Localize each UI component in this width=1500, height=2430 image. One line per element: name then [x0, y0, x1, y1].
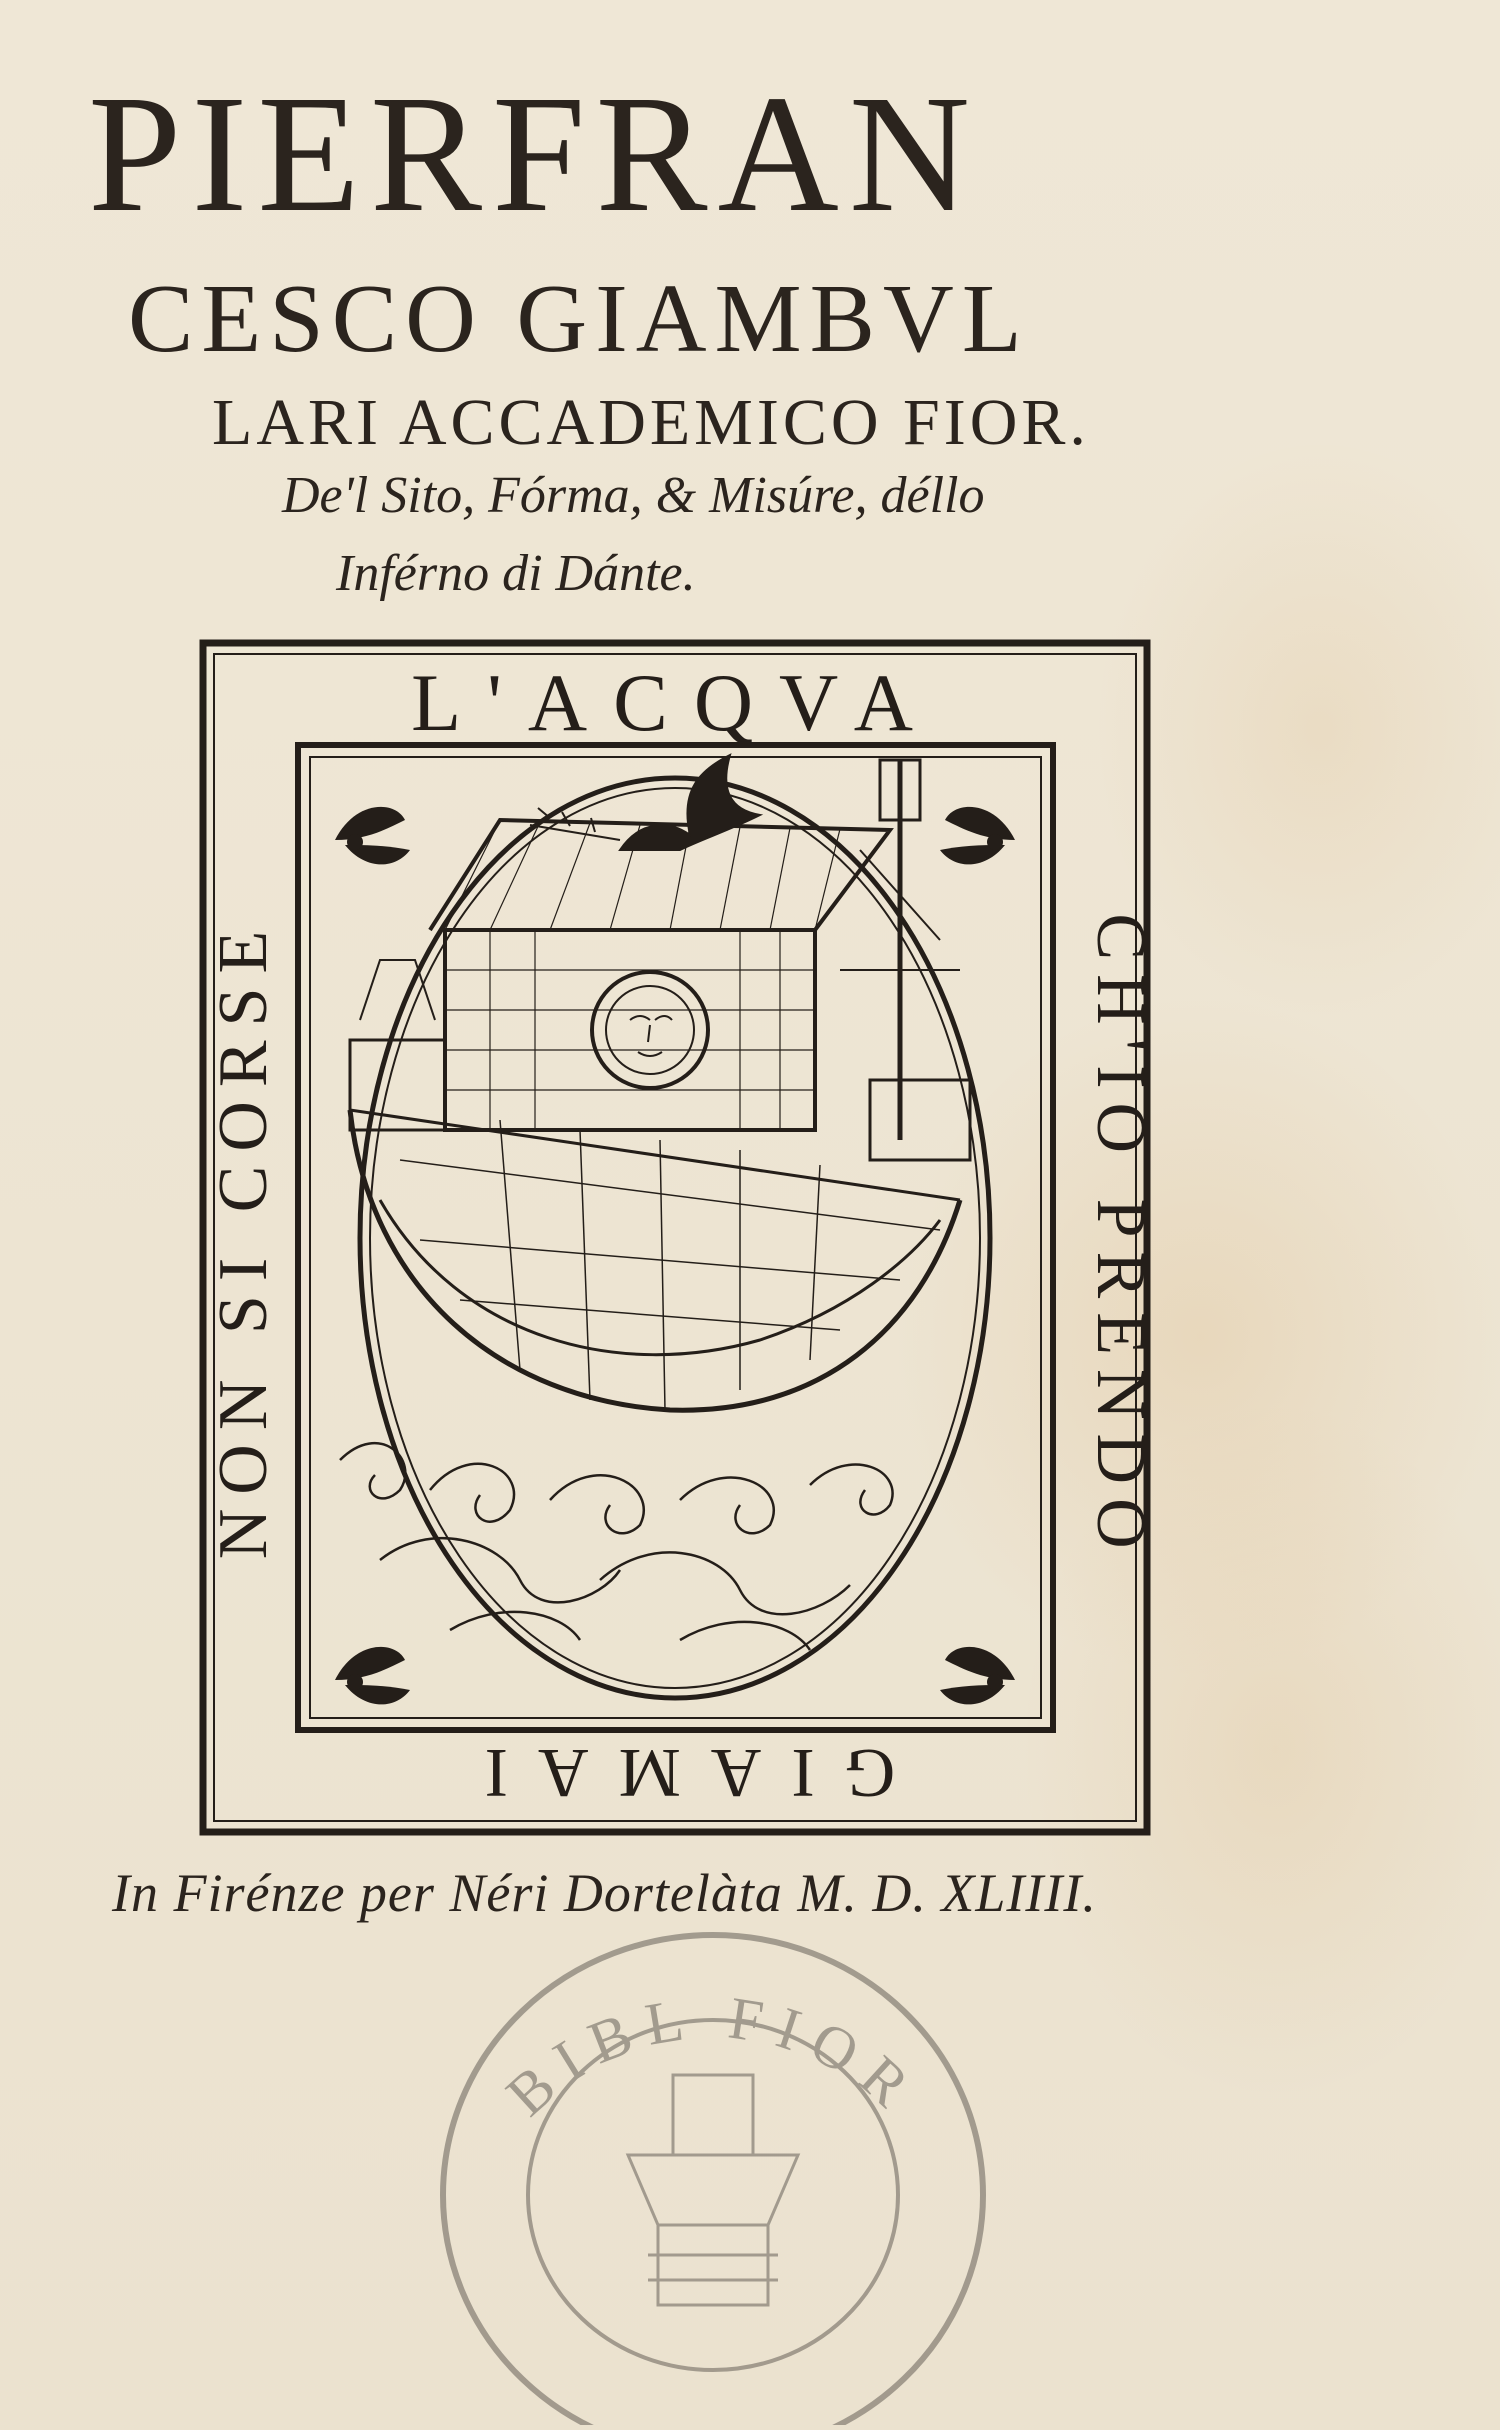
svg-text:BIBL FIOR [494, 1985, 932, 2129]
device-panel-border [298, 745, 1053, 1730]
subtitle-line-1: De'l Sito, Fórma, & Misúre, déllo [282, 467, 985, 524]
device-oval [360, 778, 990, 1698]
motto-left: NON SI CORSE [205, 916, 282, 1560]
library-stamp-text: BIBL FIOR [493, 1984, 933, 2129]
device-outer-border [203, 643, 1147, 1832]
title-line-3: LARI ACCADEMICO FIOR. [212, 386, 1090, 459]
motto-top: L'ACQVA [411, 657, 939, 748]
motto-bottom: GIAMAI [454, 1734, 896, 1811]
title-line-2: CESCO GIAMBVL [128, 265, 1030, 373]
imprint: In Firénze per Néri Dortelàta M. D. XLIIII. [112, 1863, 1097, 1923]
title-line-1: PIERFRAN [88, 61, 981, 247]
library-stamp-icon [428, 1925, 998, 2425]
subtitle-line-2: Inférno di Dánte. [336, 545, 696, 602]
motto-right: CH'IO PRENDO [1082, 913, 1159, 1563]
printers-device [200, 640, 1159, 1835]
